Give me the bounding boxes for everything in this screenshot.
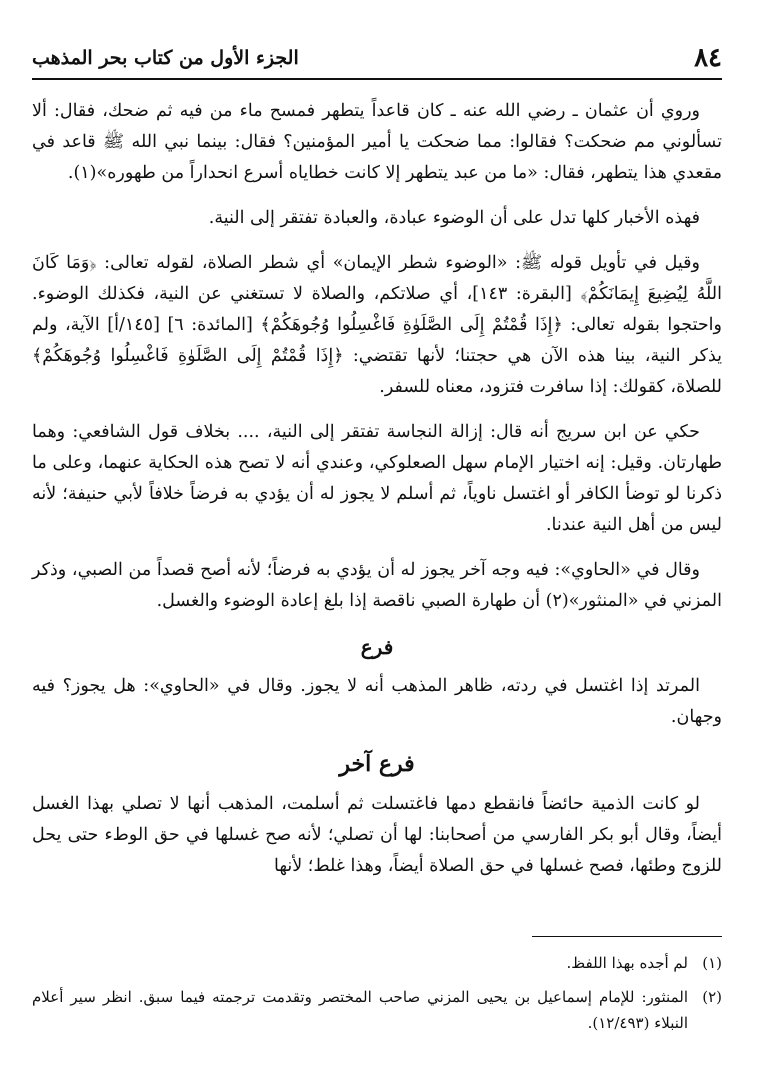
footnote-text: لم أجده بهذا اللفظ. <box>566 954 688 972</box>
section-heading: فرع آخر <box>339 751 415 777</box>
running-title: الجزء الأول من كتاب بحر المذهب <box>32 47 299 69</box>
page-number: ٨٤ <box>694 43 722 73</box>
paragraph: حكي عن ابن سريج أنه قال: إزالة النجاسة تفتقر إلى النية، .... بخلاف قول الشافعي: وهما طهارتان. وقيل: إنه اختيار الإمام سهل الصعلوكي، وعندي أنه لا تصح هذه الحكاية عنهما، وعلى ما ذكرنا لو توضأ الكافر أو اغتسل ناوياً، ثم أسلم لا يجوز له أن يؤدي به فرضاً خلافاً لأبي حنيفة؛ لأنه ليس من أهل النية عندنا. <box>32 422 722 535</box>
footnote-text: المنثور: للإمام إسماعيل بن يحيى المزني صاحب المختصر وتقدمت ترجمته فيما سبق. انظر سير أعلام النبلاء (١٢/٤٩٣). <box>32 988 688 1032</box>
footnote <box>32 984 722 1036</box>
paragraph: وقيل في تأويل قوله ﷺ: «الوضوء شطر الإيمان» أي شطر الصلاة، لقوله تعالى: ﴿وَمَا كَانَ اللَّهُ لِيُضِيعَ إِيمَانَكُمْ﴾ [البقرة: ١٤٣]، أي صلاتكم، والصلاة لا تستغني عن النية، فكذلك الوضوء. واحتجوا بقوله تعالى: ﴿إِذَا قُمْتُمْ إِلَى الصَّلَوٰةِ فَاغْسِلُوا وُجُوهَكُمْ﴾ [المائدة: ٦] [١٤٥/أ] الآية، ولم يذكر النية، بينا هذه الآن هي حجتنا؛ لأنها تقتضي: ﴿إِذَا قُمْتُمْ إِلَى الصَّلَوٰةِ فَاغْسِلُوا وُجُوهَكُمْ﴾ للصلاة، كقولك: إذا سافرت فتزود، معناه للسفر. <box>32 253 722 397</box>
paragraph: المرتد إذا اغتسل في ردته، ظاهر المذهب أنه لا يجوز. وقال في «الحاوي»: هل يجوز؟ فيه وجهان. <box>32 676 722 727</box>
footnote-number: (١) <box>702 954 722 972</box>
main-text <box>32 96 722 882</box>
paragraph: وقال في «الحاوي»: فيه وجه آخر يجوز له أن يؤدي به فرضاً؛ لأنه أصح قصداً من الصبي، وذكر المزني في «المنثور»(٢) أن طهارة الصبي ناقصة إذا بلغ إعادة الوضوء والغسل. <box>32 560 722 611</box>
paragraph: فهذه الأخبار كلها تدل على أن الوضوء عبادة، والعبادة تفتقر إلى النية. <box>208 208 700 228</box>
page-header <box>32 38 722 80</box>
book-page <box>32 38 722 1058</box>
paragraph: وروي أن عثمان ـ رضي الله عنه ـ كان قاعداً يتطهر فمسح ماء من فيه ثم ضحك، فقال: ألا تسألوني مم ضحكت؟ فقالوا: مما ضحكت يا أمير المؤمنين؟ فقال: بينما نبي الله ﷺ قاعد في مقعدي هذا يتطهر، فقال: «ما من عبد يتطهر إلا كانت خطاياه أسرع انحداراً من طهوره»(١). <box>32 101 722 183</box>
section-heading: فرع <box>360 635 394 659</box>
footnote-number: (٢) <box>702 988 722 1006</box>
footnotes <box>32 950 722 1044</box>
footnote-divider <box>532 936 722 937</box>
paragraph: لو كانت الذمية حائضاً فانقطع دمها فاغتسلت ثم أسلمت، المذهب أنها لا تصلي بهذا الغسل أيضاً، وقال أبو بكر الفارسي من أصحابنا: لها أن تصلي؛ لأنه صح غسلها في حق الوطء حتى يحل للزوج وطئها، فصح غسلها في حق الصلاة أيضاً، وهذا غلط؛ لأنها <box>32 794 722 876</box>
footnote <box>32 950 722 976</box>
